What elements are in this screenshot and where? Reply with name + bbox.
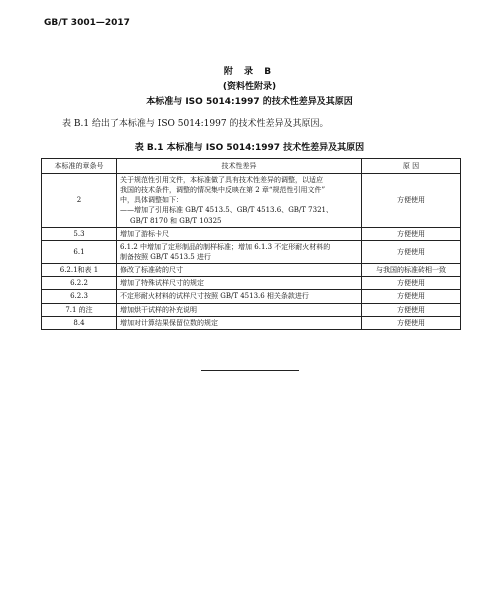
difference-text-line: 增加对计算结果保留位数的规定 <box>120 318 218 327</box>
clause-cell: 6.1 <box>42 240 117 263</box>
table-row <box>42 240 461 263</box>
table-body <box>42 174 461 330</box>
clause-cell: 2 <box>42 174 117 228</box>
table-row <box>42 174 461 228</box>
difference-text-line: 增加了游标卡尺 <box>120 229 169 238</box>
reason-cell: 方便使用 <box>362 303 461 316</box>
intro-paragraph: 表 B.1 给出了本标准与 ISO 5014:1997 的技术性差异及其原因。 <box>62 119 329 129</box>
table-row <box>42 227 461 240</box>
reason-cell: 方便使用 <box>362 174 461 228</box>
clause-cell: 5.3 <box>42 227 117 240</box>
table-row <box>42 290 461 303</box>
difference-text-line: 不定形耐火材料的试样尺寸按照 GB/T 4513.6 相关条款进行 <box>120 292 309 301</box>
difference-cell <box>117 227 362 240</box>
standard-code-header: GB/T 3001—2017 <box>44 18 130 28</box>
difference-cell <box>117 277 362 290</box>
difference-cell <box>117 264 362 277</box>
difference-cell <box>117 303 362 316</box>
difference-text-line: ——增加了引用标准 GB/T 4513.5、GB/T 4513.6、GB/T 7321、 <box>120 206 333 215</box>
reason-cell: 方便使用 <box>362 240 461 263</box>
reason-cell: 方便使用 <box>362 277 461 290</box>
difference-text-line: 修改了标准砖的尺寸 <box>120 266 183 275</box>
clause-cell: 6.2.3 <box>42 290 117 303</box>
difference-text-line: 制备按照 GB/T 4513.5 进行 <box>120 252 211 261</box>
difference-text-line: GB/T 8170 和 GB/T 10325 <box>130 216 222 225</box>
column-header-clause: 本标准的章条号 <box>42 159 117 174</box>
difference-text-line: 中，具体调整如下： <box>120 196 183 205</box>
appendix-type: (资料性附录) <box>222 82 277 92</box>
clause-cell: 8.4 <box>42 316 117 329</box>
clause-cell: 6.2.1和表 1 <box>42 264 117 277</box>
reason-cell: 方便使用 <box>362 227 461 240</box>
column-header-difference: 技术性差异 <box>117 159 362 174</box>
table-row <box>42 316 461 329</box>
difference-cell <box>117 290 362 303</box>
column-header-reason: 原 因 <box>362 159 461 174</box>
reason-cell: 与我国的标准砖相一致 <box>362 264 461 277</box>
clause-cell: 7.1 的注 <box>42 303 117 316</box>
table-row <box>42 264 461 277</box>
footer-rule <box>201 370 299 371</box>
appendix-heading: 本标准与 ISO 5014:1997 的技术性差异及其原因 <box>146 97 353 107</box>
clause-cell: 6.2.2 <box>42 277 117 290</box>
difference-cell <box>117 316 362 329</box>
difference-cell <box>117 240 362 263</box>
reason-cell: 方便使用 <box>362 316 461 329</box>
table-caption: 表 B.1 本标准与 ISO 5014:1997 技术性差异及其原因 <box>134 143 365 153</box>
table-header-row <box>42 159 461 174</box>
difference-text-line: 6.1.2 中增加了定形制品的制样标准；增加 6.1.3 不定形耐火材料的 <box>120 242 331 251</box>
technical-differences-table <box>41 158 461 330</box>
appendix-title: 附 录 B <box>223 67 276 77</box>
table-row <box>42 277 461 290</box>
difference-text-line: 我国的技术条件，调整的情况集中反映在第 2 章“规范性引用文件” <box>120 186 326 195</box>
difference-text-line: 增加烘干试样的补充说明 <box>120 305 197 314</box>
difference-text-line: 增加了特殊试样尺寸的规定 <box>120 279 204 288</box>
difference-cell <box>117 174 362 228</box>
reason-cell: 方便使用 <box>362 290 461 303</box>
table-row <box>42 303 461 316</box>
difference-text-line: 关于规范性引用文件，本标准做了具有技术性差异的调整，以适应 <box>120 176 323 184</box>
